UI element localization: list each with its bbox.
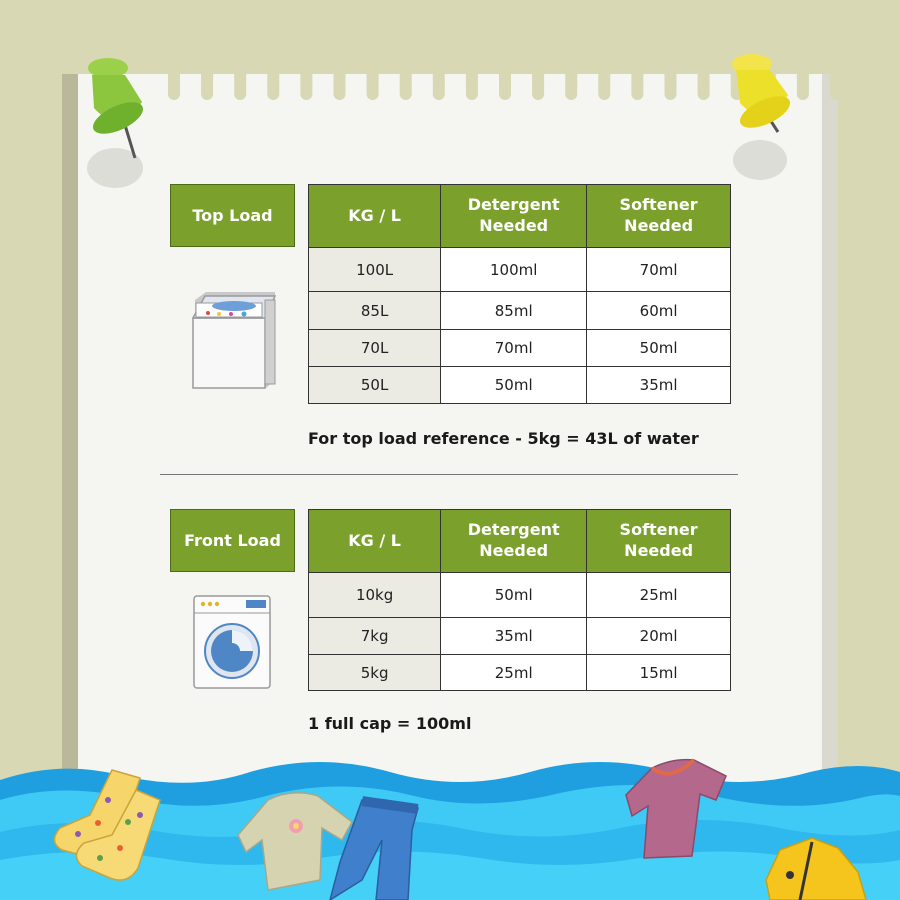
softener-cell: 50ml [587,330,731,367]
softener-cell: 70ml [587,248,731,292]
column-header-kg-l: KG / L [309,185,441,248]
softener-cell: 20ml [587,618,731,655]
top-load-reference-note: For top load reference - 5kg = 43L of water [308,429,699,448]
capacity-cell: 7kg [309,618,441,655]
softener-cell: 35ml [587,367,731,404]
detergent-cell: 100ml [441,248,587,292]
capacity-cell: 100L [309,248,441,292]
capacity-cell: 85L [309,292,441,330]
cap-measure-note: 1 full cap = 100ml [308,714,472,733]
detergent-cell: 25ml [441,655,587,691]
column-header-softener: Softener Needed [587,185,731,248]
column-header-detergent: Detergent Needed [441,510,587,573]
detergent-cell: 70ml [441,330,587,367]
softener-cell: 60ml [587,292,731,330]
column-header-kg-l: KG / L [309,510,441,573]
column-header-softener: Softener Needed [587,510,731,573]
capacity-cell: 70L [309,330,441,367]
detergent-cell: 85ml [441,292,587,330]
capacity-cell: 10kg [309,573,441,618]
softener-cell: 15ml [587,655,731,691]
detergent-cell: 50ml [441,367,587,404]
column-header-detergent: Detergent Needed [441,185,587,248]
softener-cell: 25ml [587,573,731,618]
detergent-cell: 35ml [441,618,587,655]
capacity-cell: 5kg [309,655,441,691]
top-load-label: Top Load [170,184,295,247]
front-load-label: Front Load [170,509,295,572]
capacity-cell: 50L [309,367,441,404]
detergent-cell: 50ml [441,573,587,618]
